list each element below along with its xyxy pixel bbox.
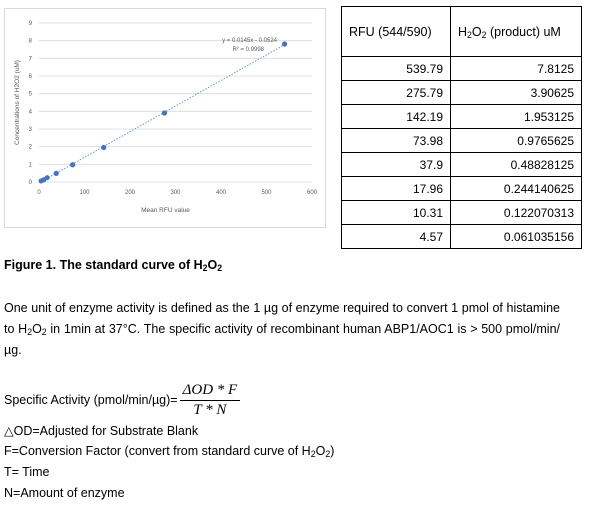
y-tick-label: 1 (28, 162, 32, 169)
x-tick-label: 300 (170, 190, 181, 196)
paragraph-o: O (32, 322, 42, 336)
caption-sub-1: 2 (202, 263, 208, 274)
rfu-cell: 539.79 (342, 57, 451, 81)
y-tick-label: 7 (28, 56, 32, 63)
definition-f-text: F=Conversion Factor (convert from standard curve of H (4, 444, 311, 458)
x-tick-label: 100 (79, 190, 90, 196)
paragraph-sub-2: 2 (41, 327, 47, 338)
table-row (342, 105, 582, 129)
definition-t: T= Time (4, 465, 50, 479)
caption-text: Figure 1. The standard curve of H (4, 258, 203, 272)
caption-o: O (207, 258, 218, 272)
standard-curve-chart (4, 8, 326, 228)
paragraph-part-1: One unit of enzyme activity is defined as the 1 µg of enzyme required to convert 1 pmol of histamine to H (4, 301, 560, 336)
h2o2-cell: 3.90625 (451, 81, 582, 105)
y-tick-label: 0 (28, 180, 32, 186)
table-header-h2o2 (451, 7, 582, 57)
trendline-equation: y = 0.0145x - 0.0524 (222, 38, 277, 44)
table-header-rfu: RFU (544/590) (342, 7, 451, 57)
table-row (342, 177, 582, 201)
data-point (101, 145, 106, 150)
definition-f-sub-2: 2 (325, 449, 331, 460)
definition-f (4, 444, 334, 458)
y-tick-label: 2 (28, 144, 32, 151)
chart-svg (5, 9, 325, 227)
y-tick-label: 8 (28, 38, 32, 45)
table-row (342, 129, 582, 153)
y-tick-label: 3 (28, 127, 32, 133)
specific-activity-formula (4, 380, 240, 420)
standard-curve-table (341, 6, 582, 249)
h2o2-cell: 0.061035156 (451, 225, 582, 249)
h2o2-cell: 0.122070313 (451, 201, 582, 225)
formula-fraction (180, 382, 241, 419)
paragraph-sub-1: 2 (27, 327, 33, 338)
h2o2-cell: 0.9765625 (451, 129, 582, 153)
data-point (282, 41, 287, 46)
y-tick-label: 9 (28, 21, 32, 27)
table-row (342, 201, 582, 225)
header-h: H (458, 24, 468, 39)
y-tick-label: 6 (28, 74, 32, 80)
paragraph-part-2: in 1min at 37°C. The specific activity of recombinant human ABP1/AOC1 is > 500 pmol/min/µg. (4, 322, 560, 357)
h2o2-cell: 7.8125 (451, 57, 582, 81)
header-sub-1: 2 (467, 29, 472, 40)
rfu-cell: 275.79 (342, 81, 451, 105)
x-axis-title: Mean RFU value (141, 207, 190, 214)
h2o2-cell: 0.244140625 (451, 177, 582, 201)
x-tick-label: 0 (37, 190, 41, 196)
formula-label: Specific Activity (pmol/min/µg)= (4, 393, 178, 407)
data-point (38, 178, 43, 183)
h2o2-cell: 1.953125 (451, 105, 582, 129)
r-squared-label: R² = 0.9998 (232, 47, 264, 53)
header-unit: (product) uM (486, 24, 561, 39)
figure-caption (4, 258, 222, 272)
h2o2-cell: 0.48828125 (451, 153, 582, 177)
formula-numerator: ΔOD * F (180, 382, 241, 401)
y-tick-label: 5 (28, 91, 32, 98)
definition-od: △OD=Adjusted for Substrate Blank (4, 424, 199, 438)
header-o: O (471, 24, 482, 39)
x-tick-label: 400 (215, 190, 227, 196)
table-row (342, 81, 582, 105)
definition-n: N=Amount of enzyme (4, 486, 125, 500)
data-point (54, 171, 59, 176)
x-tick-label: 500 (261, 190, 272, 196)
table-header-row (342, 7, 582, 57)
definition-f-end: ) (330, 444, 335, 458)
x-tick-label: 200 (124, 190, 136, 196)
header-sub-2: 2 (481, 29, 487, 40)
table-row (342, 153, 582, 177)
rfu-cell: 10.31 (342, 201, 451, 225)
rfu-cell: 142.19 (342, 105, 451, 129)
table-row (342, 225, 582, 249)
data-point (162, 110, 167, 115)
definition-f-o: O (315, 444, 326, 458)
formula-denominator: T * N (193, 401, 227, 418)
rfu-cell: 4.57 (342, 225, 451, 249)
x-tick-label: 600 (306, 190, 318, 196)
y-axis-title: Concentrations of H2O2 (uM) (14, 60, 21, 145)
y-tick-label: 4 (28, 109, 32, 116)
table-body (342, 57, 582, 249)
rfu-cell: 37.9 (342, 153, 451, 177)
definition-f-sub-1: 2 (310, 449, 316, 460)
rfu-cell: 17.96 (342, 177, 451, 201)
unit-definition-paragraph (4, 298, 560, 361)
caption-sub-2: 2 (217, 263, 223, 274)
rfu-cell: 73.98 (342, 129, 451, 153)
data-point (70, 162, 75, 167)
table-row (342, 57, 582, 81)
